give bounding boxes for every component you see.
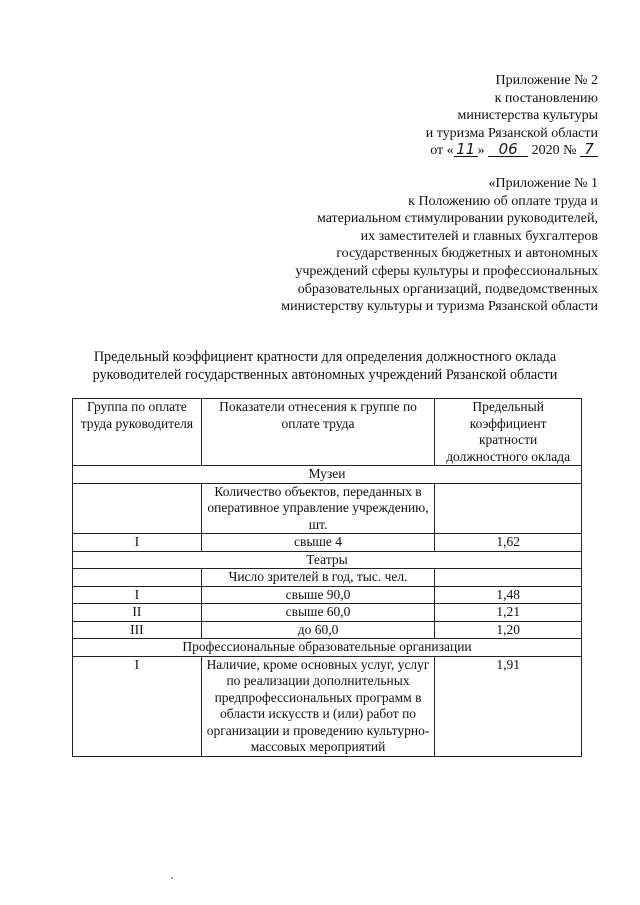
section-theaters: Театры (73, 551, 582, 569)
regulation-line: учреждений сферы культуры и профессиональных (295, 263, 598, 279)
table-row (73, 621, 582, 639)
annex-date-line (426, 142, 598, 160)
handwritten-month: 06 (488, 142, 528, 157)
empty-cell (435, 483, 582, 534)
handwritten-day: 11 (454, 142, 478, 157)
coefficient-cell: 1,20 (435, 621, 582, 639)
table-row (73, 534, 582, 552)
empty-cell (73, 483, 202, 534)
indicator-row (73, 569, 582, 587)
handwritten-number: 7 (580, 142, 598, 157)
date-quote-close: » (477, 143, 485, 158)
coefficient-cell: 1,48 (435, 586, 582, 604)
header-coefficient: Предельный коэффициент кратности должностного оклада (435, 399, 582, 466)
annex-title: Приложение № 2 (495, 73, 598, 88)
coefficient-cell: 1,91 (435, 656, 582, 756)
group-cell: I (73, 656, 202, 756)
header-group: Группа по оплате труда руководителя (73, 399, 202, 466)
indicator-row (73, 483, 582, 534)
group-cell: I (73, 586, 202, 604)
document-title-line-1: Предельный коэффициент кратности для определения должностного оклада (93, 349, 557, 365)
criterion-cell: свыше 60,0 (201, 604, 435, 622)
section-museums: Музеи (73, 466, 582, 484)
number-sign: № (563, 143, 577, 158)
coefficient-cell: 1,62 (435, 534, 582, 552)
date-prefix: от « (430, 143, 454, 158)
coefficient-cell: 1,21 (435, 604, 582, 622)
criterion-cell: до 60,0 (201, 621, 435, 639)
group-cell: III (73, 621, 202, 639)
empty-cell (435, 569, 582, 587)
coefficient-table (72, 398, 582, 757)
regulation-line: материальном стимулировании руководителей, (316, 211, 598, 227)
table-row (73, 604, 582, 622)
regulation-line: образовательных организаций, подведомственных (297, 281, 598, 297)
annex-to-resolution: к постановлению (494, 90, 598, 106)
regulation-line: министерству культуры и туризма Рязанской области (281, 299, 598, 315)
regulation-line: их заместителей и главных бухгалтеров (360, 228, 598, 244)
section-education: Профессиональные образовательные организации (73, 639, 582, 657)
criterion-cell: свыше 90,0 (201, 586, 435, 604)
header-indicators: Показатели отнесения к группе по оплате труда (201, 399, 435, 466)
regulation-header (281, 175, 598, 316)
section-row (73, 551, 582, 569)
group-cell: I (73, 534, 202, 552)
annex-ministry-line-1: министерства культуры (457, 108, 598, 123)
table-row (73, 586, 582, 604)
section-row (73, 466, 582, 484)
indicator-museums: Количество объектов, переданных в оперативное управление учреждению, шт. (201, 483, 435, 534)
regulation-line: государственных бюджетных и автономных (336, 246, 598, 262)
document-title-line-2: руководителей государственных автономных учреждений Рязанской области (92, 367, 558, 383)
date-year: 2020 (531, 143, 560, 158)
indicator-theaters: Число зрителей в год, тыс. чел. (201, 569, 435, 587)
table-header-row (73, 399, 582, 466)
regulation-line: к Положению об оплате труда и (408, 193, 598, 209)
annex-ministry-line-2: и туризма Рязанской области (425, 125, 598, 141)
scan-speck (171, 877, 173, 879)
empty-cell (73, 569, 202, 587)
table-row (73, 656, 582, 756)
criterion-cell: Наличие, кроме основных услуг, услуг по реализации дополнительных предпрофессиональных программ в области искусств и (или) работ по организации и проведению культурно-массовых мероприятий (201, 656, 435, 756)
section-row (73, 639, 582, 657)
regulation-line: «Приложение № 1 (488, 176, 598, 191)
annex-header (426, 72, 598, 160)
criterion-cell: свыше 4 (201, 534, 435, 552)
group-cell: II (73, 604, 202, 622)
document-title (40, 348, 610, 384)
